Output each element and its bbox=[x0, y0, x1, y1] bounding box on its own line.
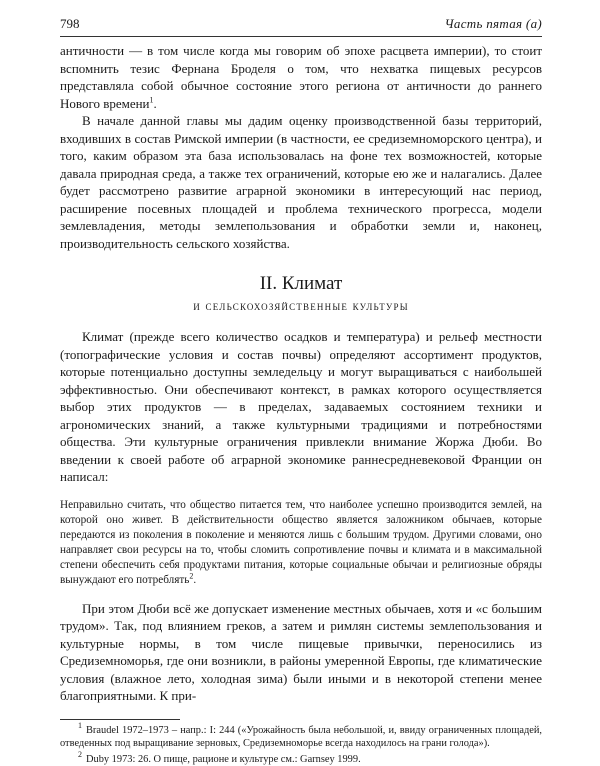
section-heading bbox=[60, 272, 542, 316]
footnote-2: $^2$ Duby 1973: 26. О пище, рационе и культуре см.: Garnsey 1999. bbox=[60, 753, 542, 766]
running-title: Часть пятая (а) bbox=[445, 16, 542, 32]
paragraph-1-text: античности — в том числе когда мы говорим об эпохе расцвета империи), то стоит вспомнить тезис Фернана Броделя о том, что нехватка пищевых ресурсов представляла собой обычное состояние этого региона от античности до раннего Нового времени bbox=[60, 43, 542, 111]
section-subtitle: и сельскохозяйственные культуры bbox=[60, 296, 542, 316]
paragraph-1: античности — в том числе когда мы говорим об эпохе расцвета империи), то стоит вспомнить тезис Фернана Броделя о том, что нехватка пищевых ресурсов представляла собой обычное состояние этого региона от античности до раннего Нового времени$^1$. bbox=[60, 42, 542, 112]
footnote-1: $^1$ Braudel 1972–1973 – напр.: I: 244 («Урожайность была небольшой, и, ввиду ограниченных площадей, отведенных под выращивание зерновых, Средиземноморье всегда находилось на грани голода»). bbox=[60, 724, 542, 751]
footnote-1-text: Braudel 1972–1973 – напр.: I: 244 («Урожайность была небольшой, и, ввиду ограниченных площадей, отведенных под выращивание зерновых, Средиземноморье всегда находилось на грани голода»). bbox=[60, 725, 542, 750]
block-quote: Неправильно считать, что общество питается тем, что наиболее успешно производится землей, на которой оно живет. В действительности общество является заложником обычаев, которые передаются из поколения в поколение и меняются лишь с большим трудом. Другими словами, оно направляет свои ресурсы на то, чтобы сломить сопротивление почвы и климата и в максимальной степени обеспечить себя продуктами питания, которые социальные обычаи и религиозные обряды вынуждают его потреблять$^2$. bbox=[60, 498, 542, 588]
paragraph-3: Климат (прежде всего количество осадков и температура) и рельеф местности (топографические условия и состав почвы) определяют ассортимент продуктов, которые потенциально доступны земледельцу и могут выращиваться с наибольшей эффективностью. Они обеспечивают контекст, в рамках которого осуществляется выбор этих продуктов — в пределах, задаваемых состоянием техники и агрономических знаний, а также культурными традициями и потребностями общества. Эти культурные ограничения привлекли внимание Жоржа Дюби. Во введении к своей работе об аграрной экономике раннесредневековой Франции он написал: bbox=[60, 328, 542, 486]
page-number: 798 bbox=[60, 16, 80, 32]
footnote-ref-2: 2 bbox=[189, 571, 193, 580]
footnote-divider bbox=[60, 719, 180, 720]
paragraph-4: При этом Дюби всё же допускает изменение местных обычаев, хотя и «с большим трудом». Так, под влиянием греков, а затем и римлян системы землепользования и культурные нормы, в том числе пищевые привычки, переносились из Средиземноморья, где они возникли, в районы умеренной Европы, где климатические условия (влажное лето, холодная зима) были иными и в некоторой степени менее благоприятными. К при- bbox=[60, 600, 542, 705]
paragraph-2: В начале данной главы мы дадим оценку производственной базы территорий, входивших в состав Римской империи (в частности, ее средиземноморского центра), и того, каким образом эта база использовалась на фоне тех возможностей, которые давала природная среда, а также тех ограничений, которые ею же и налагались. Далее будет рассмотрено развитие аграрной экономики в интересующий нас период, расширение посевных площадей и проблема технического прогресса, модели землевладения, методы землепользования и обработки земли и, наконец, производительность сельского хозяйства. bbox=[60, 112, 542, 252]
running-header bbox=[60, 14, 542, 37]
block-quote-text: Неправильно считать, что общество питается тем, что наиболее успешно производится землей, на которой оно живет. В действительности общество является заложником обычаев, которые передаются из поколения в поколение и меняются лишь с большим трудом. Другими словами, оно направляет свои ресурсы на то, чтобы сломить сопротивление почвы и климата и в максимальной степени обеспечить себя продуктами питания, которые социальные обычаи и религиозные обряды вынуждают его потреблять bbox=[60, 499, 542, 586]
footnote-2-text: Duby 1973: 26. О пище, рационе и культуре см.: Garnsey 1999. bbox=[86, 754, 361, 765]
page-body bbox=[60, 42, 542, 766]
section-title: II. Климат bbox=[60, 272, 542, 296]
footnote-ref-1: 1 bbox=[150, 95, 154, 104]
